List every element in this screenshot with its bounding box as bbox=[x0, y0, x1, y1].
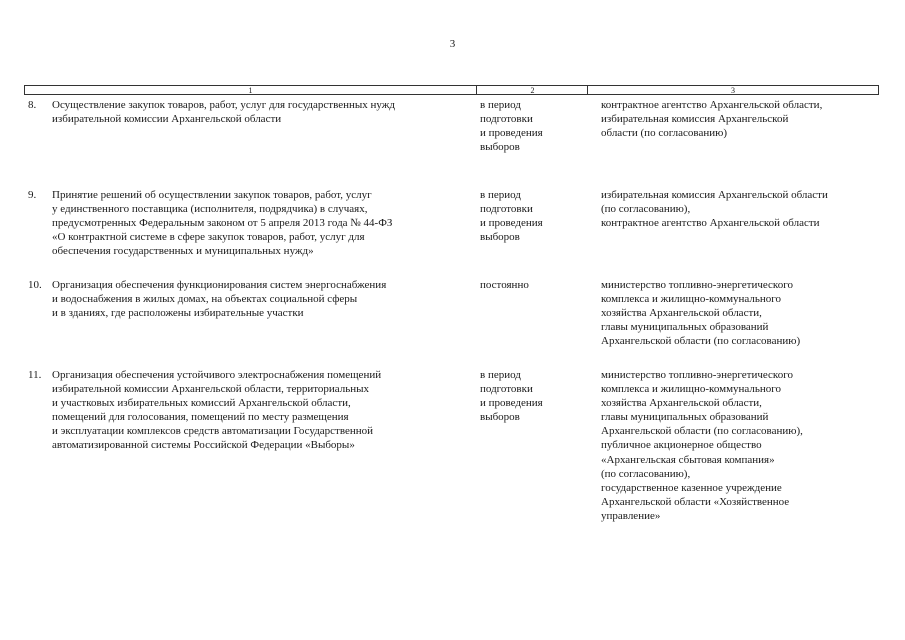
responsible-line: управление» bbox=[601, 509, 661, 522]
period-line: и проведения bbox=[480, 217, 543, 230]
responsible-line: министерство топливно-энергетического bbox=[601, 279, 793, 291]
responsible-line: Архангельской области «Хозяйственное bbox=[601, 495, 790, 508]
header-col-1: 1 bbox=[248, 86, 253, 95]
header-col-2: 2 bbox=[476, 86, 588, 94]
task-line: обеспечения государственных и муниципальных нужд» bbox=[52, 245, 314, 258]
row-number: 10. bbox=[28, 279, 42, 291]
row-period bbox=[480, 368, 590, 424]
responsible-line: хозяйства Архангельской области, bbox=[601, 397, 762, 410]
row-task bbox=[52, 278, 472, 320]
responsible-line: публичное акционерное общество bbox=[601, 439, 762, 452]
period-line: постоянно bbox=[480, 279, 529, 291]
responsible-line: (по согласованию), bbox=[601, 467, 691, 480]
period-line: подготовки bbox=[480, 113, 533, 126]
responsible-line: министерство топливно-энергетического bbox=[601, 369, 793, 381]
task-line: Организация обеспечения функционирования систем энергоснабжения bbox=[52, 279, 387, 291]
row-task bbox=[52, 98, 472, 126]
period-line: и проведения bbox=[480, 397, 543, 410]
task-line: Организация обеспечения устойчивого электроснабжения помещений bbox=[52, 369, 382, 381]
period-line: выборов bbox=[480, 411, 520, 424]
responsible-line: государственное казенное учреждение bbox=[601, 481, 782, 494]
task-line: избирательной комиссии Архангельской области bbox=[52, 113, 282, 126]
task-line: и участковых избирательных комиссий Архангельской области, bbox=[52, 397, 351, 410]
row-task bbox=[52, 188, 472, 258]
task-line: избирательной комиссии Архангельской области, территориальных bbox=[52, 383, 370, 396]
period-line: в период bbox=[480, 99, 521, 111]
task-line: Осуществление закупок товаров, работ, услуг для государственных нужд bbox=[52, 99, 395, 111]
task-line: Принятие решений об осуществлении закупок товаров, работ, услуг bbox=[52, 189, 372, 201]
row-number: 11. bbox=[28, 369, 42, 381]
task-line: и в зданиях, где расположены избирательные участки bbox=[52, 307, 304, 320]
responsible-line: контрактное агентство Архангельской области bbox=[601, 217, 820, 230]
task-line: «О контрактной системе в сфере закупок товаров, работ, услуг для bbox=[52, 231, 365, 244]
responsible-line: избирательная комиссия Архангельской bbox=[601, 113, 789, 126]
responsible-line: Архангельской области (по согласованию) bbox=[601, 335, 801, 348]
responsible-line: контрактное агентство Архангельской области, bbox=[601, 99, 823, 111]
period-line: подготовки bbox=[480, 383, 533, 396]
task-line: автоматизированной системы Российской Федерации «Выборы» bbox=[52, 439, 355, 452]
responsible-line: избирательная комиссия Архангельской области bbox=[601, 189, 828, 201]
table-header bbox=[24, 85, 879, 95]
task-line: помещений для голосования, помещений по месту размещения bbox=[52, 411, 349, 424]
row-responsible bbox=[601, 368, 891, 523]
row-responsible bbox=[601, 278, 891, 348]
period-line: подготовки bbox=[480, 203, 533, 216]
task-line: у единственного поставщика (исполнителя, подрядчика) в случаях, bbox=[52, 203, 368, 216]
row-period bbox=[480, 188, 590, 244]
period-line: в период bbox=[480, 189, 521, 201]
header-col-3: 3 bbox=[587, 86, 878, 94]
responsible-line: хозяйства Архангельской области, bbox=[601, 307, 762, 320]
responsible-line: (по согласованию), bbox=[601, 203, 691, 216]
period-line: выборов bbox=[480, 231, 520, 244]
task-line: и эксплуатации комплексов средств автоматизации Государственной bbox=[52, 425, 374, 438]
responsible-line: области (по согласованию) bbox=[601, 127, 727, 140]
responsible-line: главы муниципальных образований bbox=[601, 411, 769, 424]
page-number: 3 bbox=[449, 38, 456, 50]
row-period bbox=[480, 98, 590, 154]
task-line: предусмотренных Федеральным законом от 5 апреля 2013 года № 44-ФЗ bbox=[52, 217, 393, 230]
row-responsible bbox=[601, 188, 891, 230]
row-period bbox=[480, 278, 590, 292]
period-line: выборов bbox=[480, 141, 520, 154]
period-line: в период bbox=[480, 369, 521, 381]
period-line: и проведения bbox=[480, 127, 543, 140]
row-number: 9. bbox=[28, 189, 37, 201]
row-number: 8. bbox=[28, 99, 37, 111]
responsible-line: комплекса и жилищно-коммунального bbox=[601, 383, 782, 396]
responsible-line: Архангельской области (по согласованию), bbox=[601, 425, 803, 438]
row-responsible bbox=[601, 98, 891, 140]
row-task bbox=[52, 368, 472, 453]
responsible-line: комплекса и жилищно-коммунального bbox=[601, 293, 782, 306]
task-line: и водоснабжения в жилых домах, на объектах социальной сферы bbox=[52, 293, 358, 306]
responsible-line: «Архангельская сбытовая компания» bbox=[601, 453, 775, 466]
responsible-line: главы муниципальных образований bbox=[601, 321, 769, 334]
